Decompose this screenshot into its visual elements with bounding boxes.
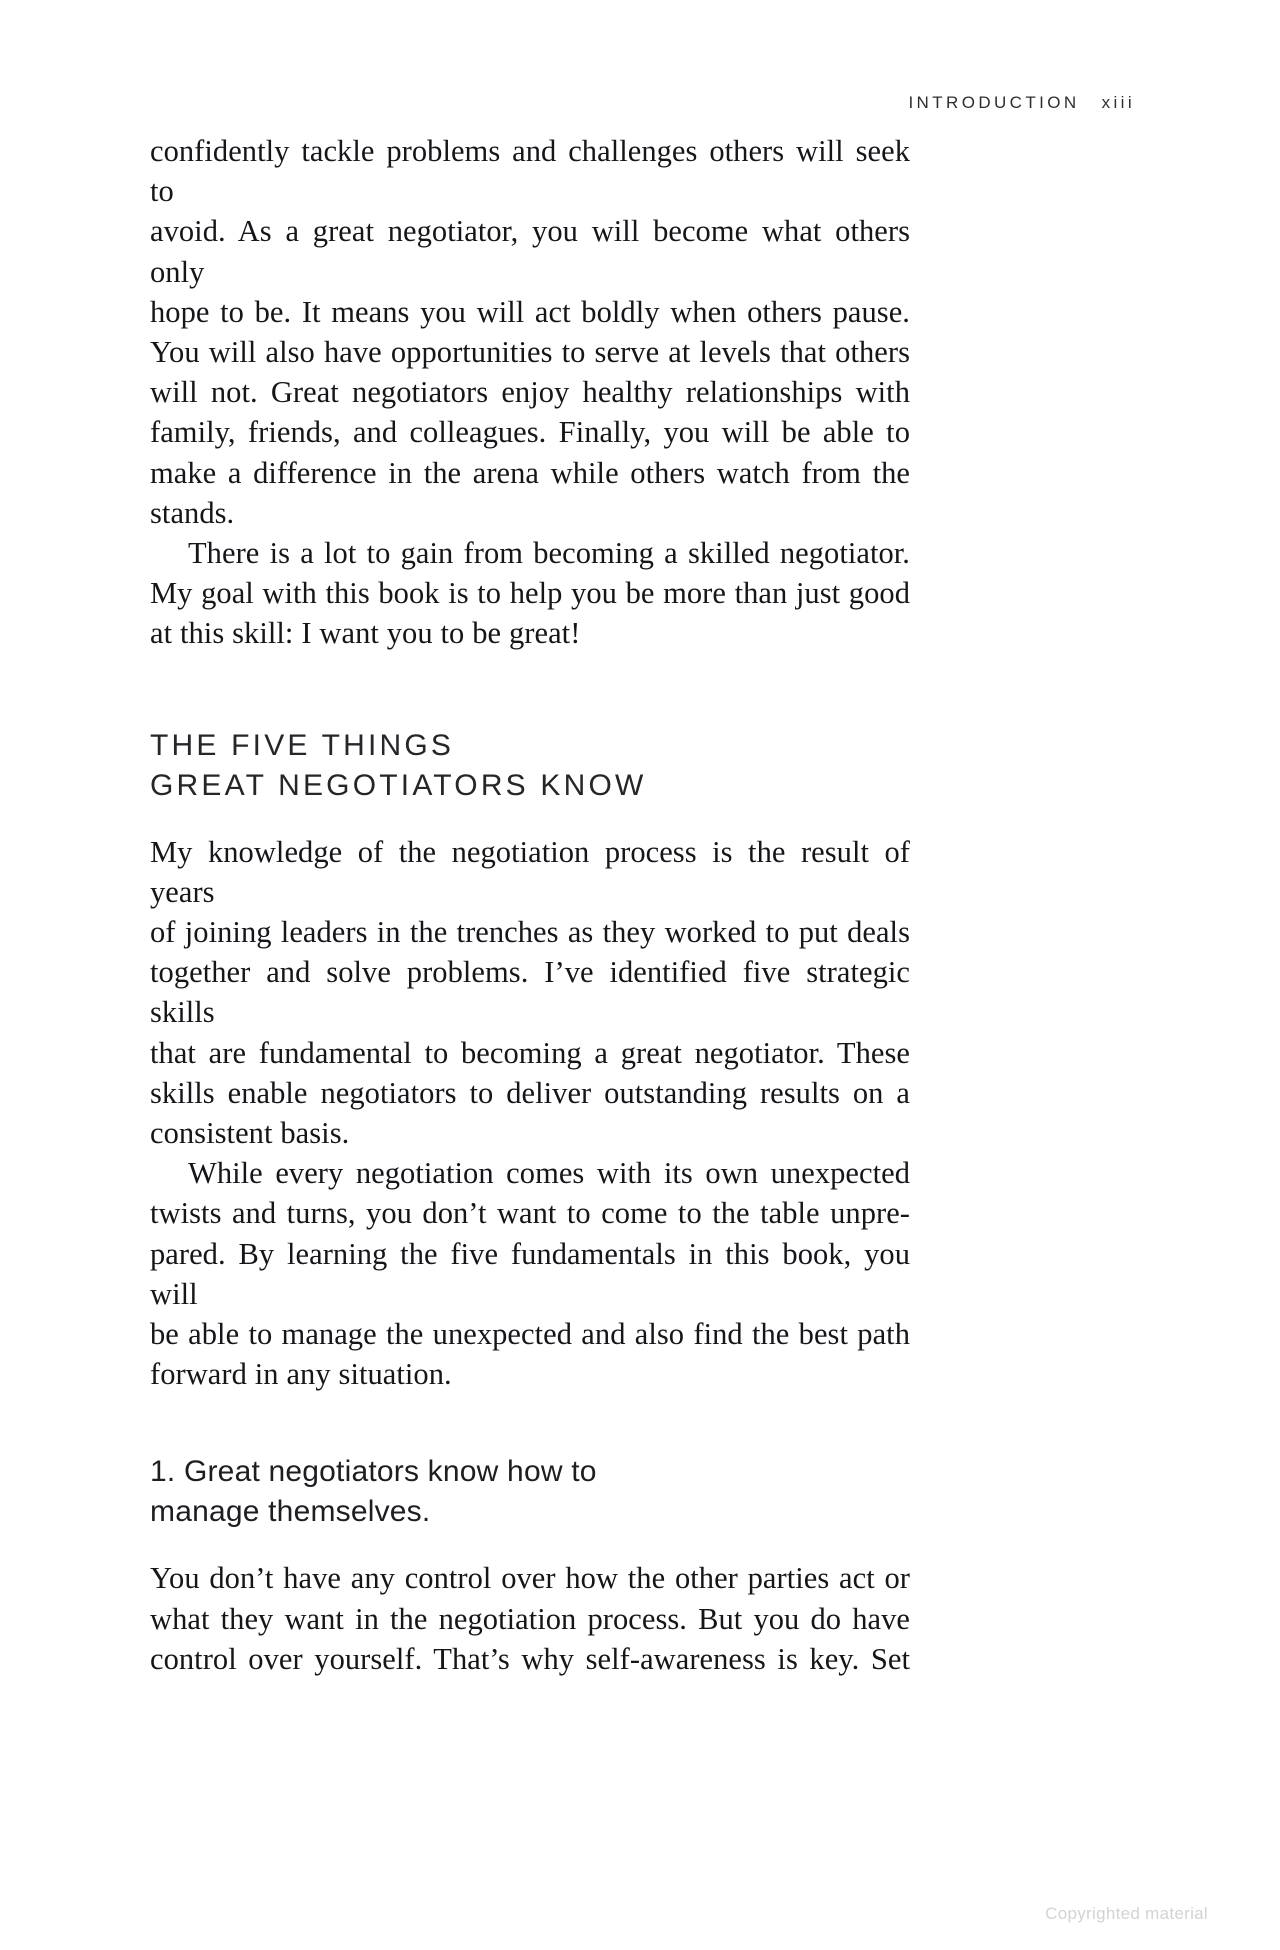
spacer [150, 654, 910, 726]
section-heading-line-1: THE FIVE THINGS [150, 728, 455, 762]
text-line: stands. [150, 495, 235, 530]
page-number: xiii [1101, 93, 1135, 112]
text-line: that are fundamental to becoming a great negotiator. These [150, 1035, 910, 1070]
text-line: of joining leaders in the trenches as they worked to put deals [150, 915, 910, 950]
text-line: twists and turns, you don’t want to come to the table unpre- [150, 1196, 910, 1231]
text-line: While every negotiation comes with its own unexpected [188, 1156, 910, 1191]
text-line: You will also have opportunities to serve at levels that others [150, 335, 910, 370]
text-line: together and solve problems. I’ve identified five strategic skills [150, 955, 910, 1030]
text-line: family, friends, and colleagues. Finally, you will be able to [150, 415, 910, 450]
text-line: consistent basis. [150, 1116, 350, 1151]
text-line: You don’t have any control over how the other parties act or [150, 1561, 910, 1596]
text-line: control over yourself. That’s why self-awareness is key. Set [150, 1641, 910, 1676]
text-line: forward in any situation. [150, 1357, 452, 1392]
text-line: skills enable negotiators to deliver outstanding results on a [150, 1075, 910, 1110]
text-line: confidently tackle problems and challenges others will seek to [150, 134, 910, 209]
running-head [150, 93, 1135, 113]
paragraph-3 [150, 832, 910, 1154]
copyright-watermark: Copyrighted material [1045, 1904, 1208, 1923]
spacer [150, 1394, 910, 1452]
text-line: My knowledge of the negotiation process is the result of years [150, 834, 910, 909]
spacer [150, 1532, 910, 1558]
section-heading [150, 726, 910, 806]
text-line: hope to be. It means you will act boldly when others pause. [150, 294, 910, 329]
text-line: My goal with this book is to help you be more than just good [150, 576, 910, 611]
paragraph-2 [150, 533, 910, 654]
text-line: make a difference in the arena while others watch from the [150, 455, 910, 490]
spacer [150, 806, 910, 832]
section-heading-line-2: GREAT NEGOTIATORS KNOW [150, 768, 647, 802]
text-line: avoid. As a great negotiator, you will become what others only [150, 214, 910, 289]
paragraph-1 [150, 131, 910, 533]
text-line: at this skill: I want you to be great! [150, 616, 581, 651]
sub-heading-1 [150, 1452, 910, 1532]
text-column [150, 131, 910, 1679]
text-line: pared. By learning the five fundamentals in this book, you will [150, 1236, 910, 1311]
text-line: be able to manage the unexpected and also find the best path [150, 1317, 910, 1352]
text-line: will not. Great negotiators enjoy healthy relationships with [150, 375, 910, 410]
text-line: There is a lot to gain from becoming a skilled negotiator. [188, 536, 910, 571]
paragraph-5 [150, 1558, 910, 1679]
paragraph-4 [150, 1153, 910, 1394]
running-head-section-label: INTRODUCTION [908, 93, 1080, 112]
sub-heading-1-line-1: 1. Great negotiators know how to [150, 1455, 597, 1489]
sub-heading-1-line-2: manage themselves. [150, 1495, 431, 1529]
text-line: what they want in the negotiation process. But you do have [150, 1601, 910, 1636]
